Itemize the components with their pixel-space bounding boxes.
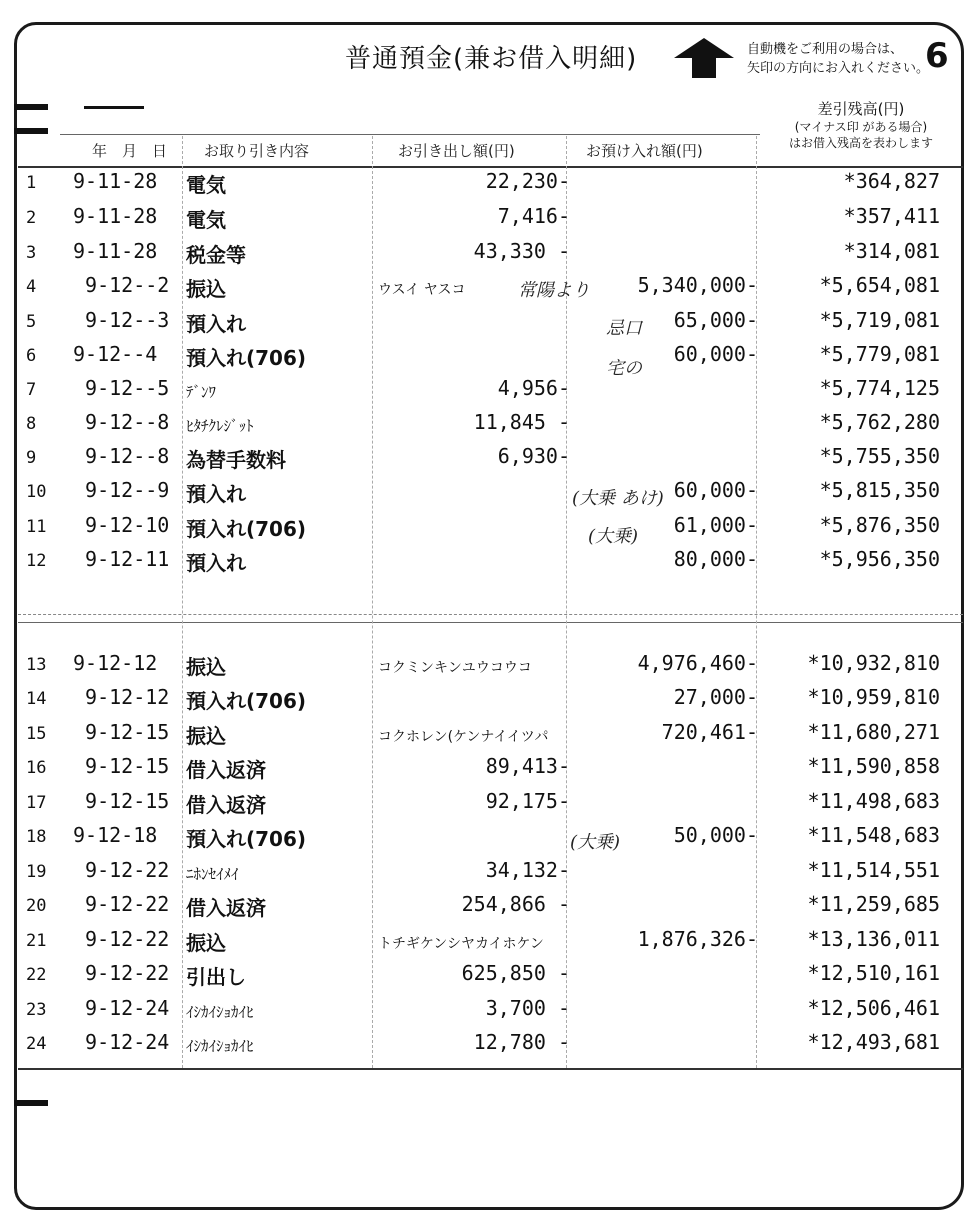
transaction-row bbox=[0, 270, 978, 304]
transaction-description: 預入れ bbox=[186, 551, 246, 575]
transaction-row bbox=[0, 510, 978, 544]
transaction-date: 9-12-12 bbox=[73, 651, 158, 675]
transaction-date: 9-12-22 bbox=[73, 961, 170, 985]
transaction-row bbox=[0, 1027, 978, 1061]
balance-amount: *11,259,685 bbox=[807, 892, 940, 916]
deposit-amount: 60,000- bbox=[673, 478, 758, 502]
balance-amount: *13,136,011 bbox=[807, 927, 940, 951]
insert-direction-arrow-icon bbox=[672, 36, 736, 80]
transaction-row bbox=[0, 924, 978, 958]
row-number: 7 bbox=[26, 380, 37, 400]
transfer-sender: コクホレン(ケンナイイツパ bbox=[378, 729, 549, 745]
row-number: 2 bbox=[26, 208, 37, 228]
balance-amount: *357,411 bbox=[843, 204, 940, 228]
balance-amount: *5,956,350 bbox=[819, 547, 940, 571]
row-number: 15 bbox=[26, 724, 47, 744]
left-tick-mark bbox=[14, 104, 48, 110]
transaction-row bbox=[0, 441, 978, 475]
deposit-amount: 27,000- bbox=[673, 685, 758, 709]
transaction-description: 預入れ(706) bbox=[186, 827, 307, 851]
withdrawal-amount: 625,850 - bbox=[461, 961, 570, 985]
withdrawal-amount: 92,175- bbox=[485, 789, 570, 813]
transaction-description: ｲｼｶｲｼｮｶｲﾋ bbox=[186, 1037, 254, 1055]
row-number: 24 bbox=[26, 1034, 47, 1054]
transaction-description: 引出し bbox=[186, 965, 246, 989]
page-fold-rule bbox=[18, 622, 963, 623]
row-number: 4 bbox=[26, 277, 37, 297]
row-number: 3 bbox=[26, 243, 37, 263]
transaction-date: 9-12-22 bbox=[73, 858, 170, 882]
row-number: 19 bbox=[26, 862, 47, 882]
row-number: 12 bbox=[26, 551, 47, 571]
transaction-row bbox=[0, 339, 978, 373]
balance-amount: *314,081 bbox=[843, 239, 940, 263]
transaction-row bbox=[0, 475, 978, 509]
insert-instruction bbox=[747, 40, 929, 78]
row-number: 18 bbox=[26, 827, 47, 847]
balance-amount: *11,548,683 bbox=[807, 823, 940, 847]
transaction-description: 振込 bbox=[186, 724, 226, 748]
balance-amount: *12,506,461 bbox=[807, 996, 940, 1020]
transaction-row bbox=[0, 717, 978, 751]
balance-header-title: 差引残高(円) bbox=[817, 100, 905, 118]
balance-header-note-line1: (マイナス印 がある場合) bbox=[794, 120, 928, 134]
deposit-amount: 65,000- bbox=[673, 308, 758, 332]
balance-amount: *10,932,810 bbox=[807, 651, 940, 675]
withdrawal-amount: 89,413- bbox=[485, 754, 570, 778]
transaction-description: 預入れ bbox=[186, 482, 246, 506]
transaction-description: 預入れ(706) bbox=[186, 517, 307, 541]
balance-amount: *12,493,681 bbox=[807, 1030, 940, 1054]
transaction-description: 為替手数料 bbox=[186, 448, 286, 472]
row-number: 11 bbox=[26, 517, 47, 537]
withdrawal-amount: 6,930- bbox=[497, 444, 570, 468]
balance-amount: *5,654,081 bbox=[819, 273, 940, 297]
transaction-description: ﾋﾀﾁｸﾚｼﾞｯﾄ bbox=[186, 417, 254, 435]
row-number: 21 bbox=[26, 931, 47, 951]
withdrawal-amount: 254,866 - bbox=[461, 892, 570, 916]
transaction-row bbox=[0, 648, 978, 682]
withdrawal-amount: 22,230- bbox=[485, 169, 570, 193]
transaction-description: ﾆﾎﾝｾｲﾒｲ bbox=[186, 865, 239, 883]
footer-notes bbox=[255, 1082, 945, 1192]
balance-amount: *11,680,271 bbox=[807, 720, 940, 744]
transaction-date: 9-12-24 bbox=[73, 1030, 170, 1054]
transaction-description: 預入れ(706) bbox=[186, 689, 307, 713]
row-number: 6 bbox=[26, 346, 37, 366]
transaction-date: 9-12-15 bbox=[73, 789, 170, 813]
transaction-date: 9-12-11 bbox=[73, 547, 170, 571]
deposit-amount: 50,000- bbox=[673, 823, 758, 847]
transaction-description: ｲｼｶｲｼｮｶｲﾋ bbox=[186, 1003, 254, 1021]
transaction-date: 9-12-10 bbox=[73, 513, 170, 537]
transaction-row bbox=[0, 958, 978, 992]
balance-amount: *5,815,350 bbox=[819, 478, 940, 502]
withdrawal-amount: 12,780 - bbox=[473, 1030, 570, 1054]
withdrawal-amount: 3,700 - bbox=[485, 996, 570, 1020]
balance-amount: *11,498,683 bbox=[807, 789, 940, 813]
transaction-description: 振込 bbox=[186, 655, 226, 679]
transaction-date: 9-12-22 bbox=[73, 927, 170, 951]
transaction-description: 振込 bbox=[186, 931, 226, 955]
transaction-row bbox=[0, 305, 978, 339]
transaction-description: 預入れ(706) bbox=[186, 346, 307, 370]
handwritten-note-row5: 忌口 bbox=[606, 318, 642, 339]
row-number: 22 bbox=[26, 965, 47, 985]
transfer-sender: トチギケンシヤカイホケン bbox=[378, 936, 544, 952]
column-header-description: お取り引き内容 bbox=[204, 142, 310, 160]
handwritten-note-row10: (大乗 あけ) bbox=[572, 488, 664, 509]
transaction-row bbox=[0, 786, 978, 820]
deposit-amount: 4,976,460- bbox=[637, 651, 758, 675]
deposit-amount: 720,461- bbox=[661, 720, 758, 744]
balance-amount: *12,510,161 bbox=[807, 961, 940, 985]
transaction-row bbox=[0, 166, 978, 200]
balance-amount: *5,755,350 bbox=[819, 444, 940, 468]
balance-amount: *10,959,810 bbox=[807, 685, 940, 709]
handwritten-note-row4: 常陽より bbox=[518, 280, 590, 301]
balance-amount: *5,774,125 bbox=[819, 376, 940, 400]
transaction-row bbox=[0, 820, 978, 854]
transfer-sender: コクミンキンユウコウコ bbox=[378, 660, 532, 676]
left-tick-mark bbox=[14, 128, 48, 134]
transaction-description: ﾃﾞﾝﾜ bbox=[186, 383, 217, 401]
transaction-date: 9-11-28 bbox=[73, 239, 158, 263]
column-header-balance bbox=[757, 98, 965, 166]
balance-amount: *5,779,081 bbox=[819, 342, 940, 366]
insert-instruction-line2: 矢印の方向にお入れください。 bbox=[747, 61, 930, 76]
row-number: 17 bbox=[26, 793, 47, 813]
balance-amount: *364,827 bbox=[843, 169, 940, 193]
deposit-amount: 60,000- bbox=[673, 342, 758, 366]
table-bottom-rule bbox=[18, 1068, 963, 1070]
insert-instruction-line1: 自動機をご利用の場合は、 bbox=[747, 42, 904, 57]
transaction-date: 9-12--3 bbox=[73, 308, 170, 332]
transaction-date: 9-11-28 bbox=[73, 204, 158, 228]
transaction-date: 9-12-24 bbox=[73, 996, 170, 1020]
left-tick-mark bbox=[14, 1100, 48, 1106]
transaction-date: 9-12-22 bbox=[73, 892, 170, 916]
row-number: 16 bbox=[26, 758, 47, 778]
transaction-row bbox=[0, 993, 978, 1027]
transaction-date: 9-12--5 bbox=[73, 376, 170, 400]
deposit-amount: 5,340,000- bbox=[637, 273, 758, 297]
transaction-date: 9-11-28 bbox=[73, 169, 158, 193]
transaction-row bbox=[0, 201, 978, 235]
row-number: 9 bbox=[26, 448, 37, 468]
transaction-date: 9-12-15 bbox=[73, 720, 170, 744]
row-number: 5 bbox=[26, 312, 37, 332]
handwritten-note-row6: 宅の bbox=[606, 358, 642, 379]
deposit-amount: 61,000- bbox=[673, 513, 758, 537]
deposit-amount: 80,000- bbox=[673, 547, 758, 571]
balance-header-note-line2: はお借入残高を表わします bbox=[788, 136, 933, 150]
transaction-date: 9-12-18 bbox=[73, 823, 158, 847]
balance-amount: *5,719,081 bbox=[819, 308, 940, 332]
transaction-row bbox=[0, 373, 978, 407]
column-header-date: 年 月 日 bbox=[92, 142, 168, 160]
withdrawal-amount: 43,330 - bbox=[473, 239, 570, 263]
transaction-row bbox=[0, 682, 978, 716]
transaction-row bbox=[0, 544, 978, 578]
column-header-withdrawal: お引き出し額(円) bbox=[398, 142, 515, 160]
transaction-description: 税金等 bbox=[186, 243, 246, 267]
transaction-row bbox=[0, 236, 978, 270]
row-number: 1 bbox=[26, 173, 37, 193]
transaction-date: 9-12--8 bbox=[73, 410, 170, 434]
row-number: 13 bbox=[26, 655, 47, 675]
row-number: 10 bbox=[26, 482, 47, 502]
transaction-description: 振込 bbox=[186, 277, 226, 301]
transfer-sender: ウスイ ヤスコ bbox=[378, 282, 466, 298]
withdrawal-amount: 4,956- bbox=[497, 376, 570, 400]
transaction-row bbox=[0, 751, 978, 785]
withdrawal-amount: 7,416- bbox=[497, 204, 570, 228]
row-number: 8 bbox=[26, 414, 37, 434]
transaction-date: 9-12--9 bbox=[73, 478, 170, 502]
transaction-description: 電気 bbox=[186, 173, 226, 197]
transaction-description: 借入返済 bbox=[186, 896, 266, 920]
balance-amount: *5,762,280 bbox=[819, 410, 940, 434]
transaction-description: 預入れ bbox=[186, 312, 246, 336]
row-number: 23 bbox=[26, 1000, 47, 1020]
withdrawal-amount: 34,132- bbox=[485, 858, 570, 882]
transaction-date: 9-12-12 bbox=[73, 685, 170, 709]
transaction-description: 借入返済 bbox=[186, 793, 266, 817]
balance-amount: *11,514,551 bbox=[807, 858, 940, 882]
balance-amount: *5,876,350 bbox=[819, 513, 940, 537]
transaction-date: 9-12-15 bbox=[73, 754, 170, 778]
transaction-date: 9-12--8 bbox=[73, 444, 170, 468]
row-number: 20 bbox=[26, 896, 47, 916]
row-number: 14 bbox=[26, 689, 47, 709]
page-title: 普通預金(兼お借入明細) bbox=[345, 44, 638, 74]
page-fold-rule bbox=[18, 614, 963, 615]
header-top-rule bbox=[60, 134, 760, 135]
handwritten-note-row11: (大乗) bbox=[588, 526, 639, 547]
header-rule-mark bbox=[84, 106, 144, 109]
transaction-description: 借入返済 bbox=[186, 758, 266, 782]
column-header-deposit: お預け入れ額(円) bbox=[586, 142, 703, 160]
transaction-row bbox=[0, 855, 978, 889]
handwritten-note-row18: (大乗) bbox=[570, 832, 621, 853]
page-number: 6 bbox=[925, 36, 949, 76]
deposit-amount: 1,876,326- bbox=[637, 927, 758, 951]
transaction-date: 9-12--2 bbox=[73, 273, 170, 297]
transaction-row bbox=[0, 889, 978, 923]
balance-amount: *11,590,858 bbox=[807, 754, 940, 778]
transaction-date: 9-12--4 bbox=[73, 342, 158, 366]
transaction-description: 電気 bbox=[186, 208, 226, 232]
withdrawal-amount: 11,845 - bbox=[473, 410, 570, 434]
transaction-row bbox=[0, 407, 978, 441]
